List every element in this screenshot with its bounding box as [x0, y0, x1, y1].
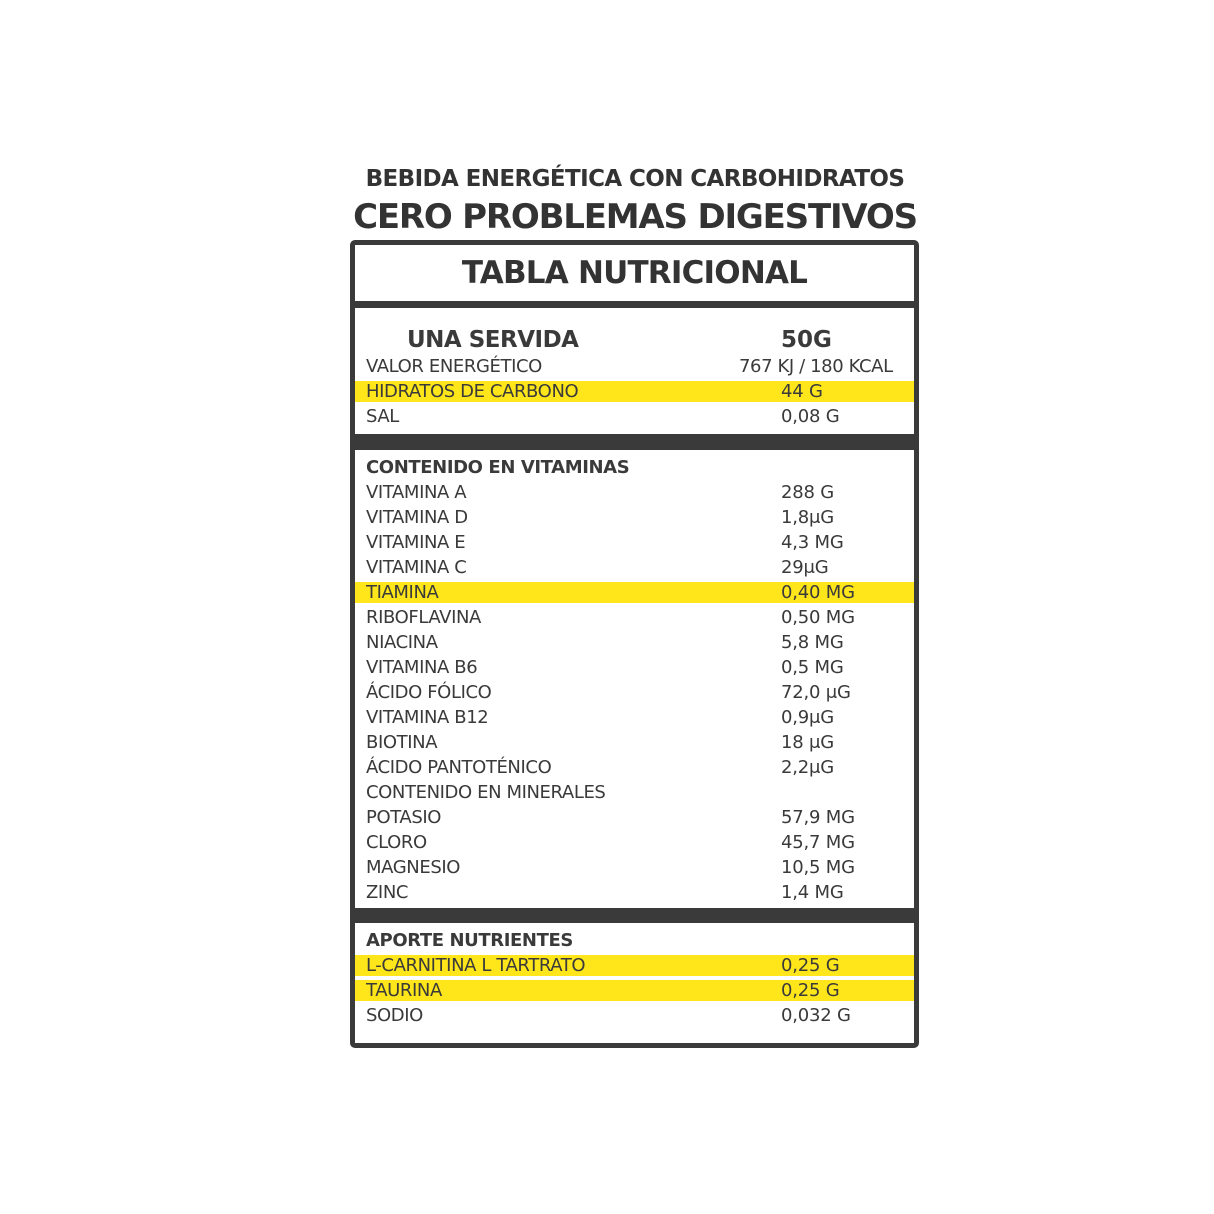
table-row [355, 857, 914, 878]
table-row-highlighted [355, 955, 914, 976]
nutrient-label: VITAMINA E [366, 532, 466, 553]
table-row [355, 406, 914, 427]
nutrient-label: SODIO [366, 1005, 423, 1026]
table-row [355, 356, 914, 377]
section-heading [355, 457, 914, 478]
nutrient-label: POTASIO [366, 807, 442, 828]
nutrient-value: 0,25 G [781, 955, 840, 976]
nutrient-label: VITAMINA B12 [366, 707, 489, 728]
nutrient-value: 0,5 MG [781, 657, 844, 678]
nutrient-label: RIBOFLAVINA [366, 607, 481, 628]
nutrient-value: 29μG [781, 557, 829, 578]
section-heading [355, 930, 914, 951]
nutrient-label: VITAMINA A [366, 482, 467, 503]
nutrient-value: 1,8μG [781, 507, 835, 528]
nutrient-label: L-CARNITINA L TARTRATO [366, 955, 586, 976]
nutrient-label: VITAMINA B6 [366, 657, 478, 678]
nutrient-value: 0,40 MG [781, 582, 855, 603]
nutrient-value: 288 G [781, 482, 835, 503]
nutrient-value: 4,3 MG [781, 532, 844, 553]
nutrient-label: ÁCIDO PANTOTÉNICO [366, 757, 552, 778]
table-row [355, 882, 914, 903]
serving-label: UNA SERVIDA [407, 327, 579, 353]
table-row [355, 557, 914, 578]
table-row-highlighted [355, 381, 914, 402]
nutrient-value: 57,9 MG [781, 807, 855, 828]
nutrient-value: 1,4 MG [781, 882, 844, 903]
nutrient-value: 767 KJ / 180 KCAL [739, 356, 893, 377]
table-row [355, 832, 914, 853]
serving-section [355, 308, 914, 434]
nutrient-value: 45,7 MG [781, 832, 855, 853]
table-row [355, 607, 914, 628]
table-row [355, 732, 914, 753]
nutrients-heading: APORTE NUTRIENTES [366, 930, 573, 951]
nutrient-label: TIAMINA [366, 582, 439, 603]
nutrient-value: 72,0 μG [781, 682, 851, 703]
table-row-highlighted [355, 980, 914, 1001]
table-row [355, 1005, 914, 1026]
table-title-panel [355, 245, 914, 301]
table-row [355, 532, 914, 553]
table-row [355, 507, 914, 528]
table-row-highlighted [355, 582, 914, 603]
nutrient-label: TAURINA [366, 980, 442, 1001]
nutrient-label: MAGNESIO [366, 857, 461, 878]
serving-row [355, 327, 914, 355]
nutrition-table [350, 240, 919, 1048]
nutrient-value: 2,2μG [781, 757, 835, 778]
nutrient-label: SAL [366, 406, 399, 427]
nutrient-label: VITAMINA C [366, 557, 467, 578]
nutrient-value: 0,25 G [781, 980, 840, 1001]
nutrient-value: 18 μG [781, 732, 835, 753]
nutrient-label: ÁCIDO FÓLICO [366, 682, 492, 703]
nutrient-value: 0,50 MG [781, 607, 855, 628]
nutrient-label: CLORO [366, 832, 427, 853]
nutrient-label: ZINC [366, 882, 409, 903]
product-claim: CERO PROBLEMAS DIGESTIVOS [353, 197, 917, 237]
nutrient-value: 0,08 G [781, 406, 840, 427]
table-row [355, 757, 914, 778]
table-row [355, 807, 914, 828]
vitamins-minerals-section [355, 450, 914, 908]
table-row [355, 482, 914, 503]
table-row [355, 657, 914, 678]
table-row [355, 632, 914, 653]
nutrient-label: HIDRATOS DE CARBONO [366, 381, 579, 402]
nutrient-value: 0,9μG [781, 707, 835, 728]
nutrient-label: VITAMINA D [366, 507, 468, 528]
nutrient-value: 0,032 G [781, 1005, 851, 1026]
nutrient-value: 5,8 MG [781, 632, 844, 653]
nutrient-label: BIOTINA [366, 732, 438, 753]
table-title: TABLA NUTRICIONAL [461, 255, 808, 291]
nutrient-label: NIACINA [366, 632, 438, 653]
nutrients-section [355, 923, 914, 1043]
nutrient-value: 44 G [781, 381, 823, 402]
product-subtitle: BEBIDA ENERGÉTICA CON CARBOHIDRATOS [365, 166, 905, 192]
vitamins-heading: CONTENIDO EN VITAMINAS [366, 457, 630, 478]
serving-value: 50G [781, 327, 832, 353]
section-heading [355, 782, 914, 803]
table-row [355, 707, 914, 728]
nutrient-label: VALOR ENERGÉTICO [366, 356, 542, 377]
minerals-heading: CONTENIDO EN MINERALES [366, 782, 606, 803]
nutrient-value: 10,5 MG [781, 857, 855, 878]
table-row [355, 682, 914, 703]
